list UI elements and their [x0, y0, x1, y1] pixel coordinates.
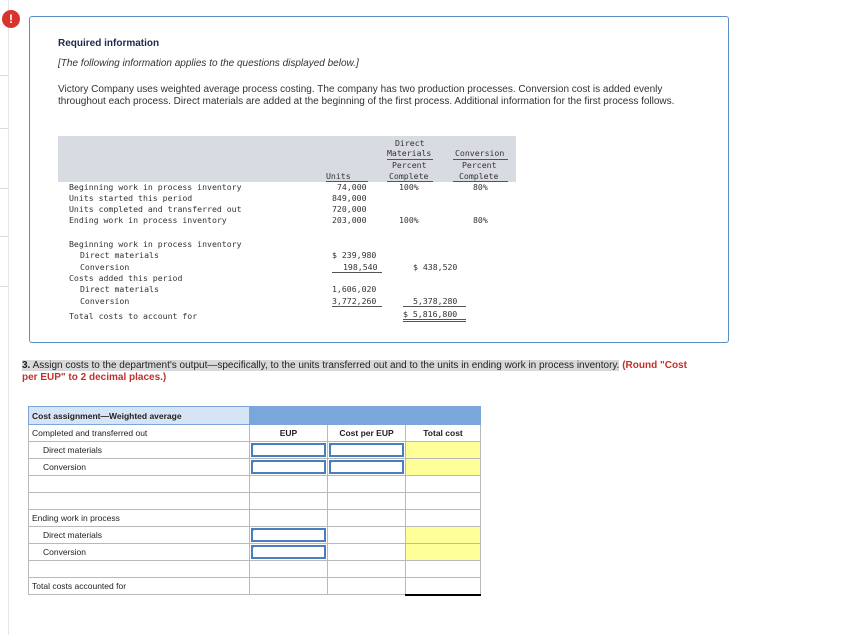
input-indicator-icon	[329, 443, 334, 448]
empty-cell	[328, 510, 406, 527]
table-row	[29, 476, 481, 493]
ending-dm-eup-input[interactable]	[250, 527, 328, 544]
units-row-value: 74,000	[337, 182, 367, 192]
table-row	[29, 578, 481, 595]
cost-row-subtotal: $ 438,520	[413, 262, 458, 272]
cost-row-label: Conversion	[80, 262, 130, 272]
empty-cell	[406, 561, 481, 578]
ending-conversion-eup-input[interactable]	[250, 544, 328, 561]
total-costs-accounted-label: Total costs accounted for	[29, 578, 250, 595]
ending-conversion-total-cost	[406, 544, 481, 561]
input-indicator-icon	[251, 528, 256, 533]
sidebar-divider	[0, 236, 8, 237]
units-row-conv: 80%	[473, 215, 488, 225]
input-box[interactable]	[329, 443, 404, 457]
info-note: [The following information applies to the questions displayed below.]	[58, 58, 359, 69]
units-row-dm: 100%	[399, 182, 419, 192]
empty-cell	[29, 561, 250, 578]
dm-header-line3: Percent	[392, 160, 427, 170]
dm-header-line1: Direct	[395, 138, 425, 148]
cost-total-value: $ 5,816,800	[403, 309, 458, 319]
units-row-value: 203,000	[332, 215, 367, 225]
cost-row-label: Direct materials	[80, 250, 159, 260]
total-cost-column-header: Total cost	[406, 425, 481, 442]
table-row	[29, 493, 481, 510]
empty-cell	[250, 476, 328, 493]
cost-total-double-underline	[403, 319, 466, 322]
alert-icon: !	[2, 10, 20, 28]
input-indicator-icon	[251, 460, 256, 465]
units-row-label: Beginning work in process inventory	[69, 182, 242, 192]
required-information-title: Required information	[58, 38, 160, 49]
cost-row-value: 3,772,260	[332, 296, 377, 306]
units-row-label: Ending work in process inventory	[69, 215, 227, 225]
ending-dm-label: Direct materials	[29, 527, 250, 544]
cost-subtotal-underline	[403, 306, 466, 307]
problem-description: Victory Company uses weighted average process costing. The company has two production processes. Conversion cost is added evenly throughout each process. Direct materials are added at the beginning of the first process. Additional information for the first process follows.	[58, 84, 675, 107]
question-number: 3.	[22, 360, 31, 371]
cost-assignment-table	[28, 406, 481, 596]
sidebar-divider	[0, 286, 8, 287]
empty-cell	[328, 578, 406, 595]
conv-header-line2: Percent	[462, 160, 497, 170]
input-indicator-icon	[329, 460, 334, 465]
question-text: Assign costs to the department's output—specifically, to the units transferred out and to the units in ending work in process inventory.	[32, 360, 620, 371]
table-header-label: Cost assignment—Weighted average	[29, 407, 250, 425]
cost-row-label: Costs added this period	[69, 273, 183, 283]
units-table-header-band	[58, 136, 516, 182]
dm-header-line2: Materials	[387, 148, 432, 158]
empty-cell	[328, 476, 406, 493]
question-instruction: (Round "Cost per EUP" to 2 decimal places.)	[22, 360, 687, 383]
table-header-row	[29, 407, 481, 425]
completed-dm-label: Direct materials	[29, 442, 250, 459]
empty-cell	[29, 493, 250, 510]
completed-dm-eup-input[interactable]	[250, 442, 328, 459]
empty-cell	[406, 510, 481, 527]
cost-row-value: 198,540	[343, 262, 378, 272]
completed-conversion-cost-per-eup-input[interactable]	[328, 459, 406, 476]
table-row	[29, 544, 481, 561]
input-indicator-icon	[251, 545, 256, 550]
table-row	[29, 459, 481, 476]
units-row-conv: 80%	[473, 182, 488, 192]
header-cell	[328, 407, 406, 425]
empty-cell	[250, 510, 328, 527]
conv-header-line3: Complete	[459, 171, 499, 181]
table-row	[29, 561, 481, 578]
cost-per-eup-column-header: Cost per EUP	[328, 425, 406, 442]
eup-column-header: EUP	[250, 425, 328, 442]
input-box[interactable]	[329, 460, 404, 474]
dm-header-line4: Complete	[389, 171, 429, 181]
empty-cell	[29, 476, 250, 493]
input-box[interactable]	[251, 528, 326, 542]
cost-row-label: Direct materials	[80, 284, 159, 294]
completed-transferred-label: Completed and transferred out	[29, 425, 250, 442]
ending-conversion-label: Conversion	[29, 544, 250, 561]
cost-row-value: 1,606,020	[332, 284, 377, 294]
cost-row-label: Conversion	[80, 296, 130, 306]
header-cell	[406, 407, 481, 425]
cost-row-label: Beginning work in process inventory	[69, 239, 242, 249]
empty-cell	[250, 578, 328, 595]
header-cell	[250, 407, 328, 425]
left-sidebar-strip	[0, 0, 9, 635]
ending-wip-label: Ending work in process	[29, 510, 250, 527]
empty-cell	[250, 561, 328, 578]
table-row	[29, 425, 481, 442]
completed-conversion-eup-input[interactable]	[250, 459, 328, 476]
completed-conversion-label: Conversion	[29, 459, 250, 476]
input-indicator-icon	[251, 443, 256, 448]
input-box[interactable]	[251, 545, 326, 559]
units-row-value: 720,000	[332, 204, 367, 214]
completed-dm-total-cost	[406, 442, 481, 459]
empty-cell	[406, 493, 481, 510]
units-row-label: Units completed and transferred out	[69, 204, 242, 214]
ending-dm-total-cost	[406, 527, 481, 544]
cost-subtotal-underline	[332, 306, 382, 307]
cost-row-subtotal: 5,378,280	[413, 296, 458, 306]
table-row	[29, 442, 481, 459]
completed-conversion-total-cost	[406, 459, 481, 476]
conv-header-line1: Conversion	[455, 148, 505, 158]
cost-total-label: Total costs to account for	[69, 311, 198, 321]
table-row	[29, 527, 481, 544]
total-costs-accounted-value	[406, 578, 481, 595]
sidebar-divider	[0, 75, 8, 76]
empty-cell	[406, 476, 481, 493]
empty-cell	[328, 493, 406, 510]
units-row-value: 849,000	[332, 193, 367, 203]
empty-cell	[328, 561, 406, 578]
units-row-label: Units started this period	[69, 193, 193, 203]
completed-dm-cost-per-eup-input[interactable]	[328, 442, 406, 459]
empty-cell	[328, 544, 406, 561]
cost-subtotal-underline	[332, 272, 382, 273]
empty-cell	[328, 527, 406, 544]
empty-cell	[250, 493, 328, 510]
input-box[interactable]	[251, 460, 326, 474]
cost-row-value: $ 239,980	[332, 250, 377, 260]
units-header: Units	[326, 171, 351, 181]
sidebar-divider	[0, 128, 8, 129]
sidebar-divider	[0, 188, 8, 189]
input-box[interactable]	[251, 443, 326, 457]
table-row	[29, 510, 481, 527]
question-3	[22, 360, 687, 384]
units-row-dm: 100%	[399, 215, 419, 225]
